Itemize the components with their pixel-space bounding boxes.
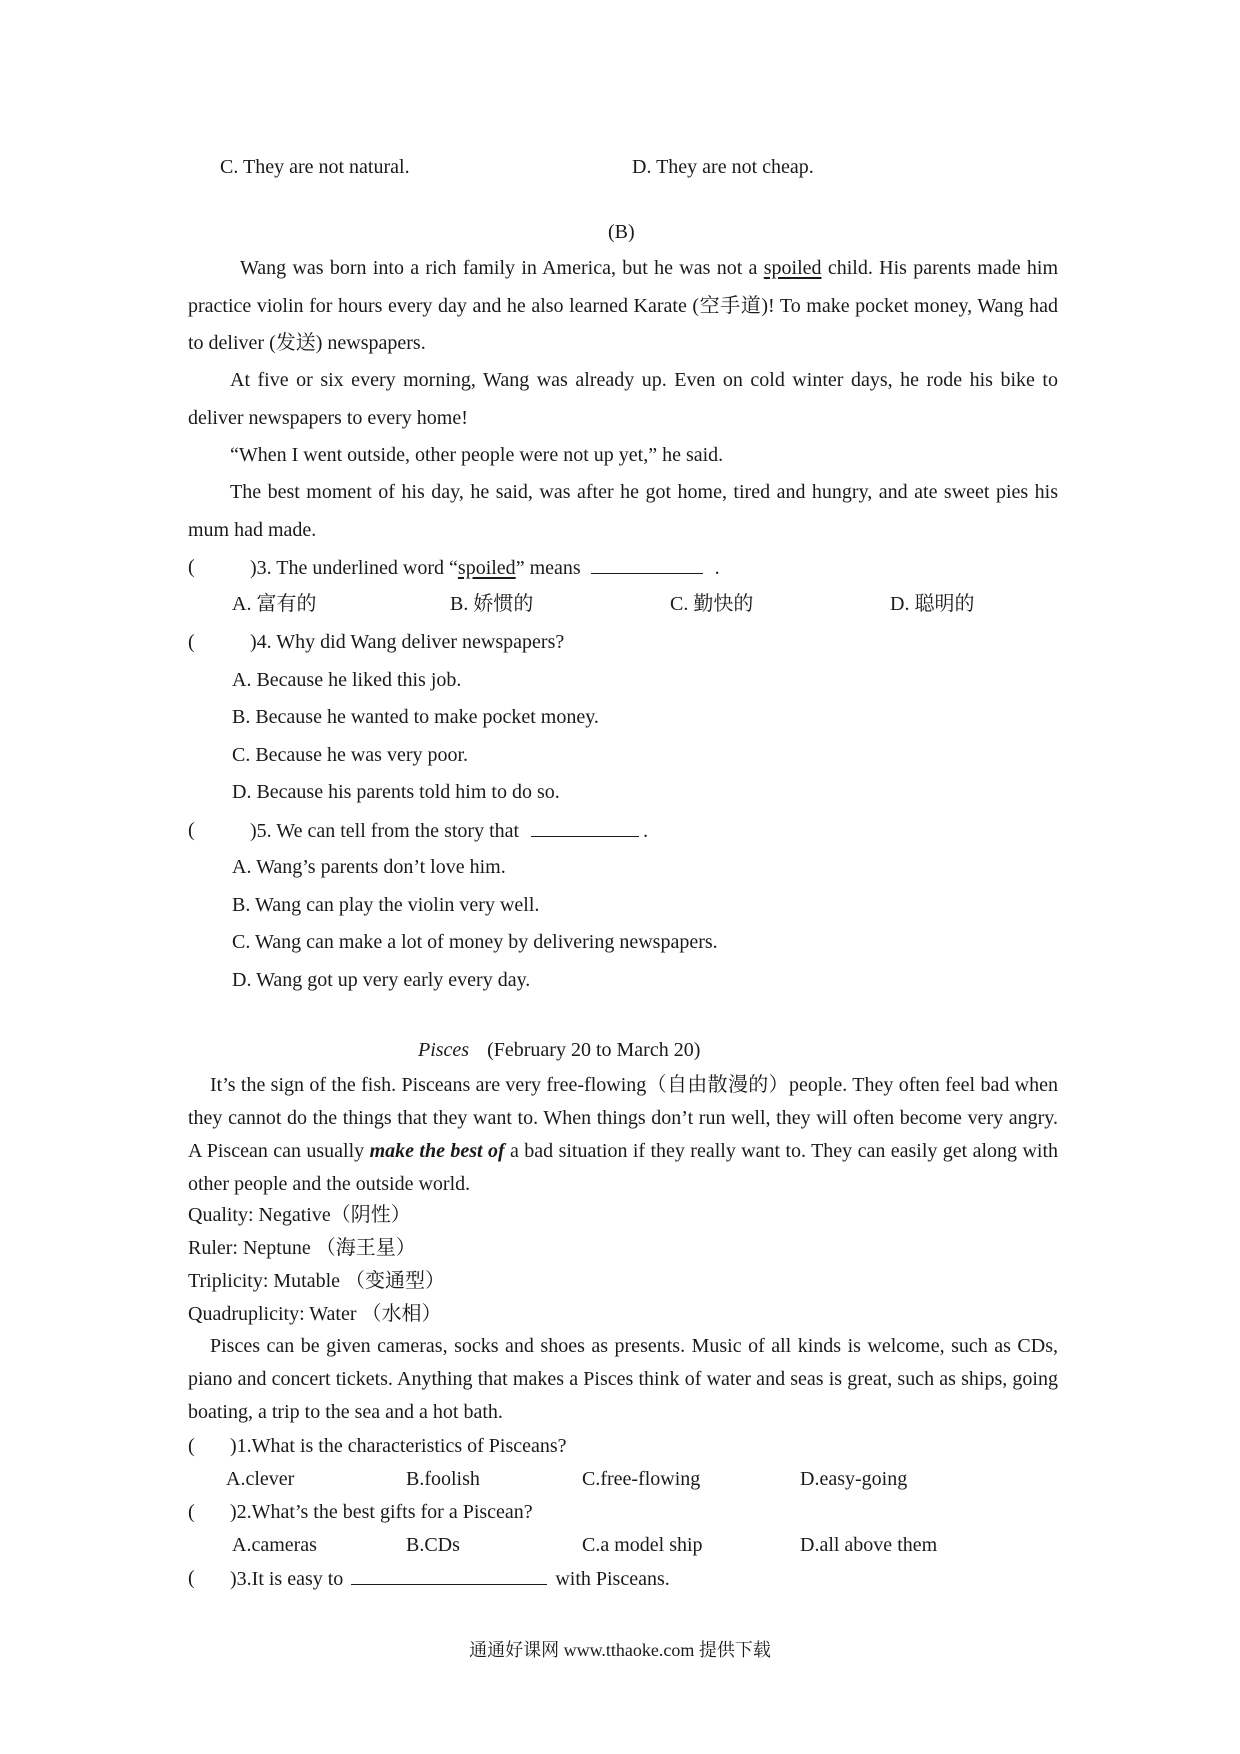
answer-paren: ( — [188, 631, 195, 653]
answer-blank — [591, 555, 703, 574]
answer-paren: ( — [188, 556, 195, 578]
answer-paren: ( — [188, 1567, 195, 1589]
option-a: A.cameras — [232, 1534, 317, 1556]
option-d: D. They are not cheap. — [632, 156, 814, 178]
passage-paragraph-1 — [188, 250, 1058, 363]
option-a: A. Because he liked this job. — [232, 669, 462, 691]
option-c: C. Wang can make a lot of money by delivering newspapers. — [232, 931, 718, 953]
question-5 — [250, 818, 648, 843]
pisces-question-2: )2.What’s the best gifts for a Piscean? — [230, 1501, 533, 1523]
attribute-quadruplicity: Quadruplicity: Water （水相） — [188, 1303, 442, 1325]
option-d: D.all above them — [800, 1534, 938, 1556]
attribute-ruler: Ruler: Neptune （海王星） — [188, 1237, 416, 1259]
pisces-paragraph-2: Pisces can be given cameras, socks and shoes as presents. Music of all kinds is welcome, such as CDs, piano and concert tickets. Anything that makes a Pisces think of water and seas is great, such as ships, going boating, a trip to the sea and a hot bath. — [188, 1335, 1058, 1423]
text-span: )5. We can tell from the story that — [250, 820, 520, 842]
text-span: )3. The underlined word “ — [250, 557, 458, 579]
passage-title — [418, 1038, 700, 1062]
option-d: D. Wang got up very early every day. — [232, 969, 531, 991]
text-span: . — [714, 557, 720, 579]
text-span: a bad situation if they really want to. They can easily get along with other people and the outside world. — [188, 1140, 1059, 1195]
option-a: A. Wang’s parents don’t love him. — [232, 856, 506, 878]
text-span: Wang was born into a rich family in America, but he was not a — [240, 257, 764, 279]
answer-paren: ( — [188, 1501, 195, 1523]
title-dates: (February 20 to March 20) — [487, 1039, 701, 1061]
option-b: B. Wang can play the violin very well. — [232, 894, 540, 916]
option-b: B.CDs — [406, 1534, 460, 1556]
option-c: C.a model ship — [582, 1534, 703, 1556]
answer-blank — [351, 1566, 547, 1585]
option-c: C. They are not natural. — [220, 156, 410, 178]
option-b: B. Because he wanted to make pocket money. — [232, 706, 599, 728]
option-c: C.free-flowing — [582, 1468, 701, 1490]
question-4: )4. Why did Wang deliver newspapers? — [250, 631, 565, 653]
section-heading: (B) — [608, 221, 635, 243]
passage-paragraph-4: The best moment of his day, he said, was after he got home, tired and hungry, and ate sweet pies his mum had made. — [188, 481, 1058, 541]
passage-paragraph-2: At five or six every morning, Wang was already up. Even on cold winter days, he rode his bike to deliver newspapers to every home! — [188, 369, 1058, 429]
option-b: B. 娇惯的 — [450, 593, 534, 615]
option-d: D.easy-going — [800, 1468, 908, 1490]
answer-paren: ( — [188, 1435, 195, 1457]
option-c: C. 勤快的 — [670, 593, 754, 615]
text-span: )3.It is easy to — [230, 1568, 344, 1590]
emphasized-phrase: make the best of — [369, 1140, 505, 1162]
option-a: A.clever — [226, 1468, 295, 1490]
underlined-word: spoiled — [457, 557, 516, 579]
attribute-quality: Quality: Negative（阴性） — [188, 1204, 411, 1226]
title-sign: Pisces — [418, 1039, 470, 1061]
option-b: B.foolish — [406, 1468, 480, 1490]
answer-paren: ( — [188, 819, 195, 841]
passage-paragraph-3: “When I went outside, other people were not up yet,” he said. — [230, 444, 724, 466]
option-d: D. Because his parents told him to do so. — [232, 781, 560, 803]
option-a: A. 富有的 — [232, 593, 317, 615]
option-d: D. 聪明的 — [890, 593, 975, 615]
text-span: It’s the sign of the fish. Pisceans are very free-flowing（自由散漫的）people. They often feel bad when they cannot do the things that they want to. When things don’t run well, they will often become very angry. A Piscean can usually — [188, 1074, 1058, 1162]
pisces-question-3 — [230, 1566, 670, 1591]
pisces-question-1: )1.What is the characteristics of Pisceans? — [230, 1435, 567, 1457]
option-c: C. Because he was very poor. — [232, 744, 469, 766]
attribute-triplicity: Triplicity: Mutable （变通型） — [188, 1270, 446, 1292]
text-span: with Pisceans. — [555, 1568, 670, 1590]
text-span: . — [643, 820, 649, 842]
page-footer: 通通好课网 www.tthaoke.com 提供下载 — [469, 1640, 771, 1660]
answer-blank — [531, 818, 639, 837]
text-span: child. His parents made him practice violin for hours every day and he also learned Karate (空手道)! To make pocket money, Wang had to deliver (发送) newspapers. — [188, 257, 1059, 354]
pisces-paragraph-1 — [188, 1069, 1058, 1201]
underlined-word: spoiled — [763, 257, 822, 279]
question-3 — [250, 555, 720, 580]
text-span: ” means — [515, 557, 581, 579]
